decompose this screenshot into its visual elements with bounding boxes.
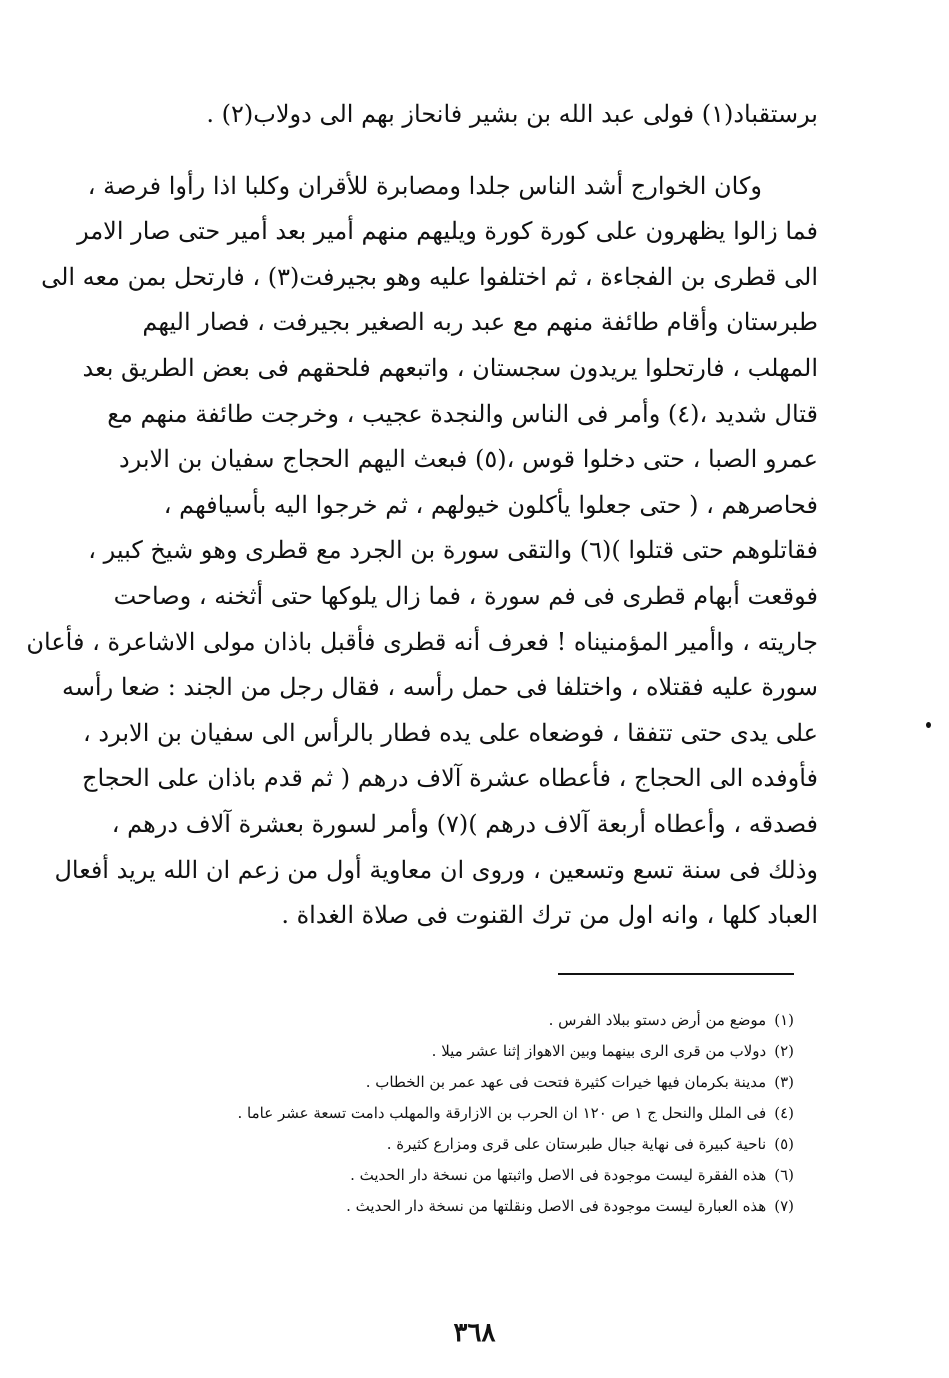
- footnote-number: (٣): [774, 1073, 794, 1091]
- footnote-text: ناحية كبيرة فى نهاية جبال طبرستان على قرى ومزارع كثيرة .: [386, 1135, 767, 1153]
- text-line: فصدقه ، وأعطاه أربعة آلاف درهم )(٧) وأمر لسورة بعشرة آلاف درهم ،: [111, 809, 818, 838]
- text-line: فحاصرهم ، ( حتى جعلوا يأكلون خيولهم ، ثم خرجوا اليه بأسيافهم ،: [163, 490, 818, 519]
- first-paragraph: [96, 92, 818, 138]
- second-paragraph: [26, 164, 818, 939]
- footnote-text: هذه العبارة ليست موجودة فى الاصل ونقلتها من نسخة دار الحديث .: [346, 1197, 767, 1215]
- text-line: المهلب ، فارتحلوا يريدون سجستان ، واتبعهم فلحقهم فى بعض الطريق بعد: [82, 353, 818, 382]
- footnote-number: (٢): [774, 1042, 794, 1060]
- text-line: برستقباد(١) فولى عبد الله بن بشير فانحاز بهم الى دولاب(٢) .: [206, 100, 818, 128]
- text-line: فقاتلوهم حتى قتلوا )(٦) والتقى سورة بن الجرد مع قطرى وهو شيخ كبير ،: [88, 536, 818, 565]
- footnote-item: [130, 1098, 794, 1129]
- footnote-text: فى الملل والنحل ج ١ ص ١٢٠ ان الحرب بن الازارقة والمهلب دامت تسعة عشر عاما .: [237, 1104, 767, 1122]
- footnote-item: [130, 1191, 794, 1222]
- text-line: على يدى حتى تتفقا ، فوضعاه على يده فطار بالرأس الى سفيان بن الابرد ،: [83, 718, 818, 747]
- footnote-number: (٦): [774, 1166, 794, 1184]
- text-line: طبرستان وأقام طائفة منهم مع عبد ربه الصغير بجيرفت ، فصار اليهم: [142, 308, 818, 337]
- footnote-item: [130, 1005, 794, 1036]
- footnote-separator: [558, 973, 794, 975]
- page-number: ٣٦٨: [453, 1318, 496, 1348]
- footnote-item: [130, 1129, 794, 1160]
- footnote-number: (٥): [774, 1135, 794, 1153]
- text-line: فوقعت أبهام قطرى فى فم سورة ، فما زال يلوكها حتى أثخنه ، وصاحت: [113, 581, 818, 610]
- footnote-text: موضع من أرض دستو ببلاد الفرس .: [548, 1011, 767, 1029]
- footnote-item: [130, 1067, 794, 1098]
- text-line: عمرو الصبا ، حتى دخلوا قوس ،(٥) فبعث اليهم الحجاج سفيان بن الابرد: [118, 445, 818, 474]
- text-line: فما زالوا يظهرون على كورة كورة ويليهم منهم أمير بعد أمير حتى صار الامر: [77, 217, 818, 246]
- footnote-text: هذه الفقرة ليست موجودة فى الاصل واثبتها من نسخة دار الحديث .: [350, 1166, 767, 1184]
- footnote-number: (٤): [774, 1104, 794, 1122]
- footnote-item: [130, 1036, 794, 1067]
- text-line: وكان الخوارج أشد الناس جلدا ومصابرة للأقران وكلبا اذا رأوا فرصة ،: [87, 171, 762, 200]
- footnote-text: مدينة بكرمان فيها خيرات كثيرة فتحت فى عهد عمر بن الخطاب .: [365, 1073, 767, 1091]
- footnote-text: دولاب من قرى الرى بينهما وبين الاهواز إثنا عشر ميلا .: [431, 1042, 767, 1060]
- footnote-number: (٧): [774, 1197, 794, 1215]
- text-line: فأوفده الى الحجاج ، فأعطاه عشرة آلاف درهم ( ثم قدم باذان على الحجاج: [81, 764, 818, 793]
- margin-dot: [926, 722, 931, 728]
- text-line: سورة عليه فقتلاه ، واختلفا فى حمل رأسه ، فقال رجل من الجند : ضعا رأسه: [61, 673, 818, 702]
- text-line: العباد كلها ، وانه اول من ترك القنوت فى صلاة الغداة .: [281, 901, 818, 930]
- text-line: جاريته ، واأمير المؤمنيناه ! فعرف أنه قطرى فأقبل باذان مولى الاشاعرة ، فأعان: [26, 627, 818, 656]
- footnotes: [130, 1005, 794, 1222]
- text-line: قتال شديد ،(٤) وأمر فى الناس والنجدة عجيب ، وخرجت طائفة منهم مع: [107, 399, 818, 428]
- text-line: الى قطرى بن الفجاءة ، ثم اختلفوا عليه وهو بجيرفت(٣) ، فارتحل بمن معه الى: [41, 262, 818, 291]
- text-line: وذلك فى سنة تسع وتسعين ، وروى ان معاوية أول من زعم ان الله يريد أفعال: [54, 855, 818, 884]
- footnote-number: (١): [774, 1011, 794, 1029]
- main-text: [26, 92, 818, 939]
- footnote-item: [130, 1160, 794, 1191]
